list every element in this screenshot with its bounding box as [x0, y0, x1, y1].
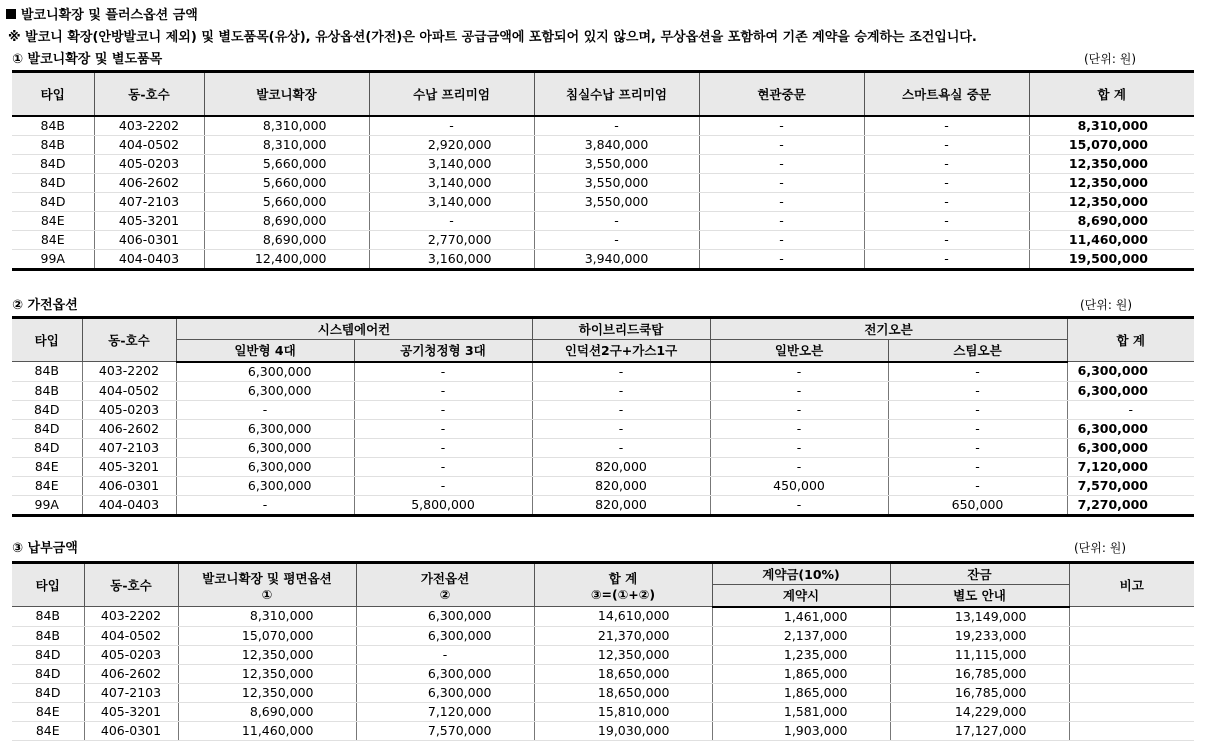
table-cell: 84B — [12, 362, 82, 382]
col-type: 타입 — [12, 72, 94, 116]
table-cell: - — [176, 400, 354, 419]
table-row — [12, 419, 1194, 438]
table-cell — [1069, 645, 1194, 664]
table-cell: - — [864, 116, 1029, 136]
table-cell: - — [864, 135, 1029, 154]
col-total-label: 합 계 — [608, 570, 638, 586]
table-cell: 5,800,000 — [354, 495, 532, 515]
table-cell: 3,550,000 — [534, 173, 699, 192]
table-cell: 820,000 — [532, 476, 710, 495]
table-cell: 405-3201 — [82, 457, 176, 476]
table-cell: - — [1067, 400, 1194, 419]
table-cell: 7,270,000 — [1067, 495, 1194, 515]
table-cell: 404-0403 — [82, 495, 176, 515]
table-cell: 405-0203 — [82, 400, 176, 419]
table-row — [12, 683, 1194, 702]
table-row — [12, 607, 1194, 627]
table-cell: 1,865,000 — [712, 683, 890, 702]
table-cell: 99A — [12, 495, 82, 515]
table-cell: - — [699, 211, 864, 230]
table-cell: - — [534, 230, 699, 249]
balcony-options-table — [12, 70, 1194, 271]
table-cell: 18,650,000 — [534, 683, 712, 702]
table-cell: 12,350,000 — [534, 645, 712, 664]
table-cell: - — [888, 438, 1067, 457]
table-cell: - — [888, 400, 1067, 419]
table-cell: 12,350,000 — [178, 683, 356, 702]
appliance-options-table — [12, 316, 1194, 517]
table-row — [12, 476, 1194, 495]
section3-heading: ③ 납부금액 — [12, 541, 78, 556]
table-cell: - — [354, 400, 532, 419]
table-row — [12, 192, 1194, 211]
table-cell: 2,137,000 — [712, 626, 890, 645]
table-cell: 12,350,000 — [1029, 192, 1194, 211]
table-cell: 84D — [12, 438, 82, 457]
table-cell: 6,300,000 — [1067, 362, 1194, 382]
table-row — [12, 664, 1194, 683]
col-smart-bath-door: 스마트욕실 중문 — [864, 72, 1029, 116]
table-cell: 820,000 — [532, 495, 710, 515]
table-cell: 403-2202 — [84, 607, 178, 627]
table-cell: 15,070,000 — [178, 626, 356, 645]
col-type: 타입 — [12, 563, 84, 607]
table-row — [12, 173, 1194, 192]
table-cell: 1,865,000 — [712, 664, 890, 683]
table-cell: 405-0203 — [94, 154, 204, 173]
table-cell: 84D — [12, 683, 84, 702]
table-cell: - — [699, 173, 864, 192]
table-cell: 12,350,000 — [178, 645, 356, 664]
table-cell: 6,300,000 — [176, 476, 354, 495]
table-cell: 13,149,000 — [890, 607, 1069, 627]
table-cell — [1069, 702, 1194, 721]
table-cell: 3,140,000 — [369, 173, 534, 192]
table-cell: - — [864, 211, 1029, 230]
table-cell: - — [864, 249, 1029, 269]
table-cell: 14,229,000 — [890, 702, 1069, 721]
table-cell: 16,785,000 — [890, 683, 1069, 702]
table-cell: 18,650,000 — [534, 664, 712, 683]
table-cell: - — [369, 116, 534, 136]
table-row — [12, 230, 1194, 249]
table-cell: 450,000 — [710, 476, 888, 495]
table-cell: 405-3201 — [94, 211, 204, 230]
col-system-aircon: 시스템에어컨 — [176, 318, 532, 340]
table-row — [12, 495, 1194, 515]
table-cell: 15,070,000 — [1029, 135, 1194, 154]
table-cell: 84D — [12, 173, 94, 192]
table-cell: 14,610,000 — [534, 607, 712, 627]
table-cell: - — [888, 476, 1067, 495]
table-cell: 12,400,000 — [204, 249, 369, 269]
table-cell: 84E — [12, 476, 82, 495]
table-cell: 3,550,000 — [534, 192, 699, 211]
table-cell: 403-2202 — [82, 362, 176, 382]
table-cell: 3,940,000 — [534, 249, 699, 269]
table-cell: 84D — [12, 192, 94, 211]
table-row — [12, 362, 1194, 382]
col-remarks: 비고 — [1069, 563, 1194, 607]
table-cell: 6,300,000 — [176, 438, 354, 457]
col-entrance-door: 현관중문 — [699, 72, 864, 116]
table-cell: 6,300,000 — [1067, 381, 1194, 400]
table-cell: 84E — [12, 211, 94, 230]
table-cell: - — [532, 400, 710, 419]
table-cell: 404-0502 — [94, 135, 204, 154]
table-cell: - — [534, 211, 699, 230]
table-cell: 6,300,000 — [176, 419, 354, 438]
table-cell — [1069, 683, 1194, 702]
table-cell: - — [864, 230, 1029, 249]
table-cell: - — [354, 476, 532, 495]
table-cell: - — [710, 457, 888, 476]
col-deposit-timing: 계약시 — [712, 585, 890, 607]
table-cell: - — [888, 457, 1067, 476]
table-cell: 406-2602 — [82, 419, 176, 438]
table-cell — [1069, 721, 1194, 740]
table-cell — [1069, 607, 1194, 627]
table-cell — [1069, 664, 1194, 683]
table-cell: - — [354, 457, 532, 476]
col-electric-oven: 전기오븐 — [710, 318, 1067, 340]
table-cell: 406-2602 — [84, 664, 178, 683]
table-cell: 407-2103 — [84, 683, 178, 702]
table-cell: 403-2202 — [94, 116, 204, 136]
table-cell: - — [699, 116, 864, 136]
table-cell: 3,140,000 — [369, 154, 534, 173]
col-marker-1: ① — [261, 586, 273, 602]
table-cell: - — [534, 116, 699, 136]
table-cell: - — [176, 495, 354, 515]
table-cell: 11,460,000 — [1029, 230, 1194, 249]
table-row — [12, 135, 1194, 154]
table-cell: 6,300,000 — [356, 607, 534, 627]
table-cell: - — [888, 381, 1067, 400]
table-cell: - — [699, 135, 864, 154]
square-bullet-icon — [6, 9, 16, 19]
col-balance-timing: 별도 안내 — [890, 585, 1069, 607]
col-bedroom-storage-premium: 침실수납 프리미엄 — [534, 72, 699, 116]
table-cell: 12,350,000 — [178, 664, 356, 683]
section1-unit-label: (단위: 원) — [1084, 52, 1136, 66]
table-cell: 84B — [12, 626, 84, 645]
table-cell: 8,690,000 — [1029, 211, 1194, 230]
table-cell: 6,300,000 — [356, 626, 534, 645]
table-cell: 8,310,000 — [178, 607, 356, 627]
table-cell: 2,770,000 — [369, 230, 534, 249]
table-cell: 99A — [12, 249, 94, 269]
table-cell: 8,310,000 — [204, 135, 369, 154]
table-cell: 406-0301 — [94, 230, 204, 249]
col-total: 합 계 — [1067, 318, 1194, 362]
table-cell: 84D — [12, 419, 82, 438]
table-cell: 1,235,000 — [712, 645, 890, 664]
table-row — [12, 400, 1194, 419]
col-balcony-extension: 발코니확장 — [204, 72, 369, 116]
col-total: 합 계 — [1029, 72, 1194, 116]
table-cell: - — [356, 645, 534, 664]
col-balcony-plan-option-label: 발코니확장 및 평면옵션 — [202, 570, 332, 586]
table-cell: 84D — [12, 154, 94, 173]
table-cell: 3,140,000 — [369, 192, 534, 211]
table-cell: 84D — [12, 645, 84, 664]
table-cell: - — [710, 400, 888, 419]
table-cell: 7,120,000 — [1067, 457, 1194, 476]
table-cell: 84B — [12, 381, 82, 400]
table-row — [12, 721, 1194, 740]
col-deposit: 계약금(10%) — [712, 563, 890, 585]
table-cell: - — [864, 154, 1029, 173]
table-cell: - — [864, 192, 1029, 211]
table-cell: 8,690,000 — [204, 230, 369, 249]
table-row — [12, 211, 1194, 230]
page-title — [6, 4, 198, 23]
table-cell: 5,660,000 — [204, 173, 369, 192]
table-cell: 5,660,000 — [204, 154, 369, 173]
section3-unit-label: (단위: 원) — [1074, 541, 1126, 555]
col-aircon-general: 일반형 4대 — [176, 340, 354, 362]
table-cell: 6,300,000 — [1067, 438, 1194, 457]
table-row — [12, 645, 1194, 664]
table-row — [12, 154, 1194, 173]
table-cell: 820,000 — [532, 457, 710, 476]
table-cell: - — [699, 230, 864, 249]
table-cell: 404-0403 — [94, 249, 204, 269]
table-cell: 19,233,000 — [890, 626, 1069, 645]
table-cell: - — [354, 438, 532, 457]
col-total-formula: ③=(①+②) — [590, 586, 656, 602]
table-cell: 1,461,000 — [712, 607, 890, 627]
col-balcony-plan-option — [178, 563, 356, 607]
table-cell: - — [699, 192, 864, 211]
table-cell: 21,370,000 — [534, 626, 712, 645]
table-cell: - — [864, 173, 1029, 192]
payment-amount-table — [12, 561, 1194, 741]
table-cell: - — [354, 419, 532, 438]
table-cell: - — [699, 154, 864, 173]
table-row — [12, 457, 1194, 476]
table-cell: 1,581,000 — [712, 702, 890, 721]
table-cell: 5,660,000 — [204, 192, 369, 211]
table-cell: - — [699, 249, 864, 269]
table-cell: - — [710, 438, 888, 457]
table-cell: - — [710, 495, 888, 515]
table-cell: 16,785,000 — [890, 664, 1069, 683]
table-cell: 405-0203 — [84, 645, 178, 664]
table-cell: - — [354, 381, 532, 400]
table-cell: 84E — [12, 721, 84, 740]
table-cell: 84E — [12, 457, 82, 476]
table-cell: 6,300,000 — [356, 664, 534, 683]
table-cell: 7,120,000 — [356, 702, 534, 721]
table-row — [12, 249, 1194, 269]
table-cell: - — [369, 211, 534, 230]
table-cell: 84B — [12, 607, 84, 627]
table-cell: - — [354, 362, 532, 382]
notice-text: ※ 발코니 확장(안방발코니 제외) 및 별도품목(유상), 유상옵션(가전)은 아파트 공급금액에 포함되어 있지 않으며, 무상옵션을 포함하여 기존 계약을 승계하는 조건입니다. — [8, 30, 977, 45]
col-unit: 동-호수 — [82, 318, 176, 362]
table-cell: 19,030,000 — [534, 721, 712, 740]
table-cell: 405-3201 — [84, 702, 178, 721]
table-cell: 15,810,000 — [534, 702, 712, 721]
table-cell: 7,570,000 — [356, 721, 534, 740]
table-cell: 7,570,000 — [1067, 476, 1194, 495]
table-cell: 650,000 — [888, 495, 1067, 515]
table-row — [12, 626, 1194, 645]
table-cell: 407-2103 — [82, 438, 176, 457]
table-cell: 2,920,000 — [369, 135, 534, 154]
col-unit: 동-호수 — [84, 563, 178, 607]
col-appliance-option — [356, 563, 534, 607]
table-cell: 8,690,000 — [204, 211, 369, 230]
table-cell: 84D — [12, 400, 82, 419]
table-cell: 406-0301 — [82, 476, 176, 495]
table-cell: - — [532, 362, 710, 382]
table-cell: 84E — [12, 230, 94, 249]
table-cell: 6,300,000 — [1067, 419, 1194, 438]
table-cell: - — [710, 381, 888, 400]
page-title-text: 발코니확장 및 플러스옵션 금액 — [21, 8, 198, 23]
col-cooktop-induction: 인덕션2구+가스1구 — [532, 340, 710, 362]
table-cell: 6,300,000 — [356, 683, 534, 702]
table-cell: 12,350,000 — [1029, 154, 1194, 173]
table-cell: 3,840,000 — [534, 135, 699, 154]
table-row — [12, 116, 1194, 136]
table-cell: 404-0502 — [82, 381, 176, 400]
table-cell: 8,690,000 — [178, 702, 356, 721]
table-cell: 84E — [12, 702, 84, 721]
table-cell — [1069, 626, 1194, 645]
table-cell: - — [532, 381, 710, 400]
col-aircon-purifier: 공기청정형 3대 — [354, 340, 532, 362]
table-cell: 8,310,000 — [204, 116, 369, 136]
table-cell: 19,500,000 — [1029, 249, 1194, 269]
table-cell: 3,160,000 — [369, 249, 534, 269]
table-cell: - — [532, 419, 710, 438]
table-cell: - — [710, 419, 888, 438]
col-storage-premium: 수납 프리미엄 — [369, 72, 534, 116]
table-cell: 17,127,000 — [890, 721, 1069, 740]
table-cell: - — [888, 419, 1067, 438]
table-row — [12, 438, 1194, 457]
table-cell: 6,300,000 — [176, 362, 354, 382]
section2-heading: ② 가전옵션 — [12, 298, 78, 313]
table-row — [12, 702, 1194, 721]
table-cell: 406-0301 — [84, 721, 178, 740]
table-cell: 12,350,000 — [1029, 173, 1194, 192]
table-cell: 406-2602 — [94, 173, 204, 192]
table-cell: - — [888, 362, 1067, 382]
col-appliance-option-label: 가전옵션 — [420, 570, 470, 586]
table-cell: - — [710, 362, 888, 382]
table-cell: 6,300,000 — [176, 457, 354, 476]
table-cell: 84B — [12, 116, 94, 136]
col-type: 타입 — [12, 318, 82, 362]
table-cell: 11,115,000 — [890, 645, 1069, 664]
col-total — [534, 563, 712, 607]
table-cell: 3,550,000 — [534, 154, 699, 173]
section1-heading: ① 발코니확장 및 별도품목 — [12, 52, 163, 67]
col-marker-2: ② — [439, 586, 451, 602]
section2-unit-label: (단위: 원) — [1080, 298, 1132, 312]
table-cell: 11,460,000 — [178, 721, 356, 740]
table-cell: 407-2103 — [94, 192, 204, 211]
table-cell: 84D — [12, 664, 84, 683]
col-unit: 동-호수 — [94, 72, 204, 116]
table-cell: - — [532, 438, 710, 457]
col-balance: 잔금 — [890, 563, 1069, 585]
col-oven-general: 일반오븐 — [710, 340, 888, 362]
table-cell: 8,310,000 — [1029, 116, 1194, 136]
table-cell: 6,300,000 — [176, 381, 354, 400]
table-cell: 84B — [12, 135, 94, 154]
table-row — [12, 381, 1194, 400]
table-cell: 404-0502 — [84, 626, 178, 645]
col-hybrid-cooktop: 하이브리드쿡탑 — [532, 318, 710, 340]
col-oven-steam: 스팀오븐 — [888, 340, 1067, 362]
table-cell: 1,903,000 — [712, 721, 890, 740]
